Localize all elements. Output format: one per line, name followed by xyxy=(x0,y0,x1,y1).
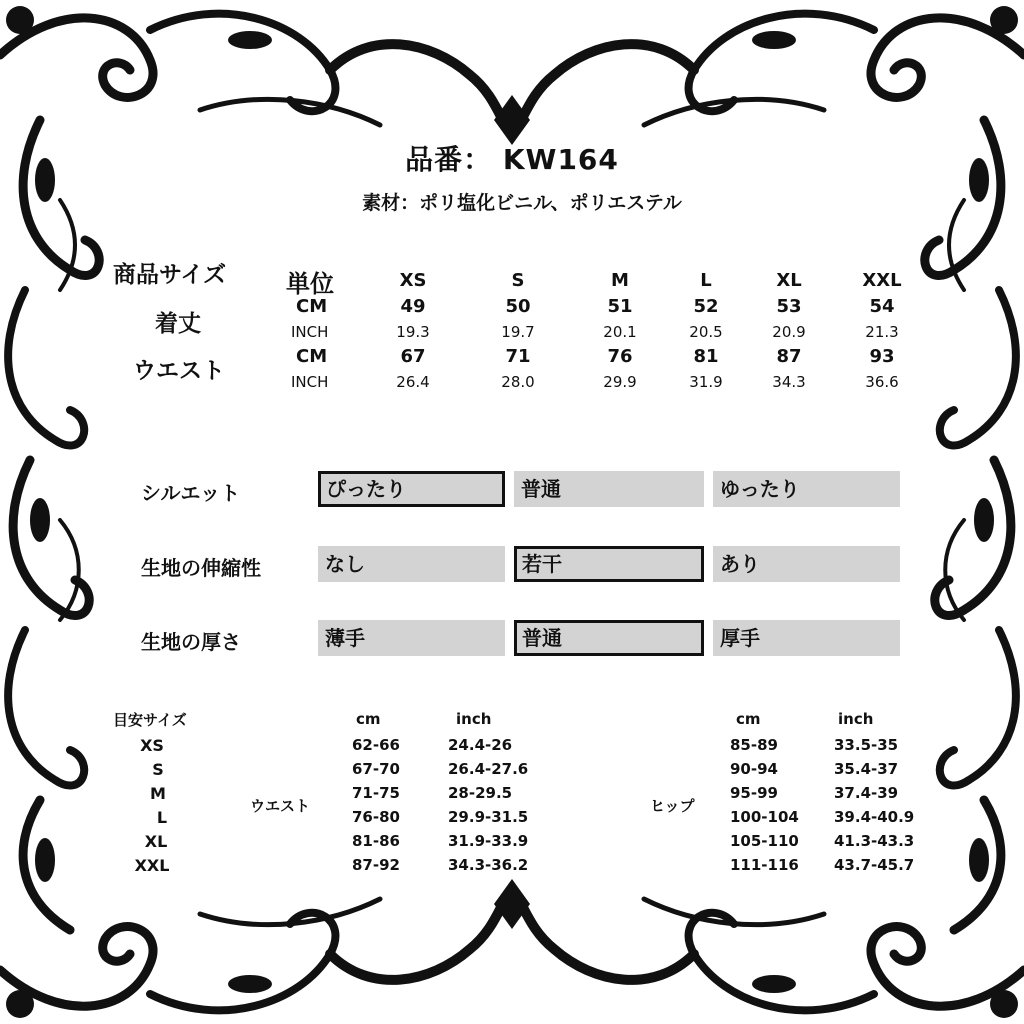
material-text: 素材：ポリ塩化ビニル、ポリエステル xyxy=(362,192,682,214)
guide-waist-cm: 87-92 xyxy=(352,856,400,874)
size-column-header: XS xyxy=(399,270,427,291)
guide-hip-label: ヒップ xyxy=(650,797,695,815)
guide-waist-inch: 24.4-26 xyxy=(448,736,513,754)
guide-hip-inch: 37.4-39 xyxy=(834,784,899,802)
guide-hip-cm: 95-99 xyxy=(730,784,778,802)
size-column-header: M xyxy=(611,270,629,291)
length-inch-value: 19.3 xyxy=(396,323,430,341)
guide-hip-inch: 39.4-40.9 xyxy=(834,808,915,826)
waist-inch-value: 36.6 xyxy=(865,373,899,391)
length-cm-value: 50 xyxy=(505,296,531,317)
length-inch-value: 20.5 xyxy=(689,323,723,341)
guide-waist-inch-header: inch xyxy=(456,710,492,728)
feature-label: 生地の伸縮性 xyxy=(141,556,261,580)
waist-inch-unit: INCH xyxy=(291,373,329,391)
feature-label: 生地の厚さ xyxy=(141,630,241,654)
guide-waist-label: ウエスト xyxy=(250,797,311,815)
waist-inch-value: 31.9 xyxy=(689,373,723,391)
feature-option: 薄手 xyxy=(318,620,505,656)
guide-waist-cm: 62-66 xyxy=(352,736,400,754)
feature-option-selected: ぴったり xyxy=(318,471,505,507)
guide-size-label: XL xyxy=(144,832,168,851)
guide-waist-cm: 81-86 xyxy=(352,832,400,850)
feature-option: なし xyxy=(318,546,505,582)
guide-hip-inch: 35.4-37 xyxy=(834,760,899,778)
guide-waist-inch: 34.3-36.2 xyxy=(448,856,529,874)
guide-size-label: XXL xyxy=(134,856,170,875)
size-column-header: XXL xyxy=(862,270,902,291)
guide-waist-inch: 31.9-33.9 xyxy=(448,832,529,850)
length-inch-value: 19.7 xyxy=(501,323,535,341)
guide-hip-cm-header: cm xyxy=(736,710,761,728)
length-label: 着丈 xyxy=(155,311,201,337)
feature-option: 普通 xyxy=(514,471,704,507)
product-code: KW164 xyxy=(502,143,619,176)
guide-waist-inch: 29.9-31.5 xyxy=(448,808,529,826)
guide-size-label: L xyxy=(156,808,168,827)
length-cm-value: 54 xyxy=(869,296,895,317)
feature-option: ゆったり xyxy=(713,471,900,507)
waist-cm-value: 67 xyxy=(400,346,426,367)
feature-option: 厚手 xyxy=(713,620,900,656)
guide-hip-cm: 85-89 xyxy=(730,736,778,754)
feature-label: シルエット xyxy=(141,481,241,505)
size-column-header: L xyxy=(700,270,712,291)
waist-cm-value: 76 xyxy=(607,346,633,367)
waist-inch-value: 29.9 xyxy=(603,373,637,391)
waist-inch-value: 26.4 xyxy=(396,373,430,391)
waist-inch-value: 34.3 xyxy=(772,373,806,391)
feature-option-selected: 若干 xyxy=(514,546,704,582)
waist-label: ウエスト xyxy=(133,358,225,384)
product-code-label: 品番： xyxy=(405,143,493,176)
guide-hip-inch: 41.3-43.3 xyxy=(834,832,915,850)
length-inch-unit: INCH xyxy=(291,323,329,341)
unit-label: 単位 xyxy=(286,270,334,298)
guide-hip-cm: 100-104 xyxy=(730,808,799,826)
waist-cm-value: 87 xyxy=(776,346,802,367)
waist-cm-value: 71 xyxy=(505,346,531,367)
length-inch-value: 21.3 xyxy=(865,323,899,341)
waist-inch-value: 28.0 xyxy=(501,373,535,391)
feature-option: あり xyxy=(713,546,900,582)
guide-waist-cm: 76-80 xyxy=(352,808,400,826)
guide-waist-inch: 26.4-27.6 xyxy=(448,760,529,778)
guide-size-label: M xyxy=(150,784,166,803)
guide-size-label: S xyxy=(152,760,164,779)
guide-title: 目安サイズ xyxy=(113,711,187,729)
length-inch-value: 20.9 xyxy=(772,323,806,341)
length-cm-value: 52 xyxy=(693,296,719,317)
size-section-label: 商品サイズ xyxy=(113,262,227,288)
length-cm-value: 53 xyxy=(776,296,802,317)
length-cm-value: 49 xyxy=(400,296,426,317)
guide-hip-cm: 90-94 xyxy=(730,760,778,778)
product-code-heading xyxy=(0,138,1024,178)
guide-waist-cm: 67-70 xyxy=(352,760,400,778)
feature-option-selected: 普通 xyxy=(514,620,704,656)
guide-waist-cm-header: cm xyxy=(356,710,381,728)
guide-hip-cm: 105-110 xyxy=(730,832,799,850)
guide-hip-cm: 111-116 xyxy=(730,856,799,874)
size-column-header: S xyxy=(511,270,525,291)
size-column-header: XL xyxy=(776,270,802,291)
length-cm-value: 51 xyxy=(607,296,633,317)
guide-size-label: XS xyxy=(140,736,164,755)
guide-waist-inch: 28-29.5 xyxy=(448,784,513,802)
waist-cm-unit: CM xyxy=(296,346,328,367)
waist-cm-value: 93 xyxy=(869,346,895,367)
guide-hip-inch: 33.5-35 xyxy=(834,736,899,754)
waist-cm-value: 81 xyxy=(693,346,719,367)
guide-waist-cm: 71-75 xyxy=(352,784,400,802)
length-inch-value: 20.1 xyxy=(603,323,637,341)
guide-hip-inch: 43.7-45.7 xyxy=(834,856,915,874)
guide-hip-inch-header: inch xyxy=(838,710,874,728)
length-cm-unit: CM xyxy=(296,296,328,317)
